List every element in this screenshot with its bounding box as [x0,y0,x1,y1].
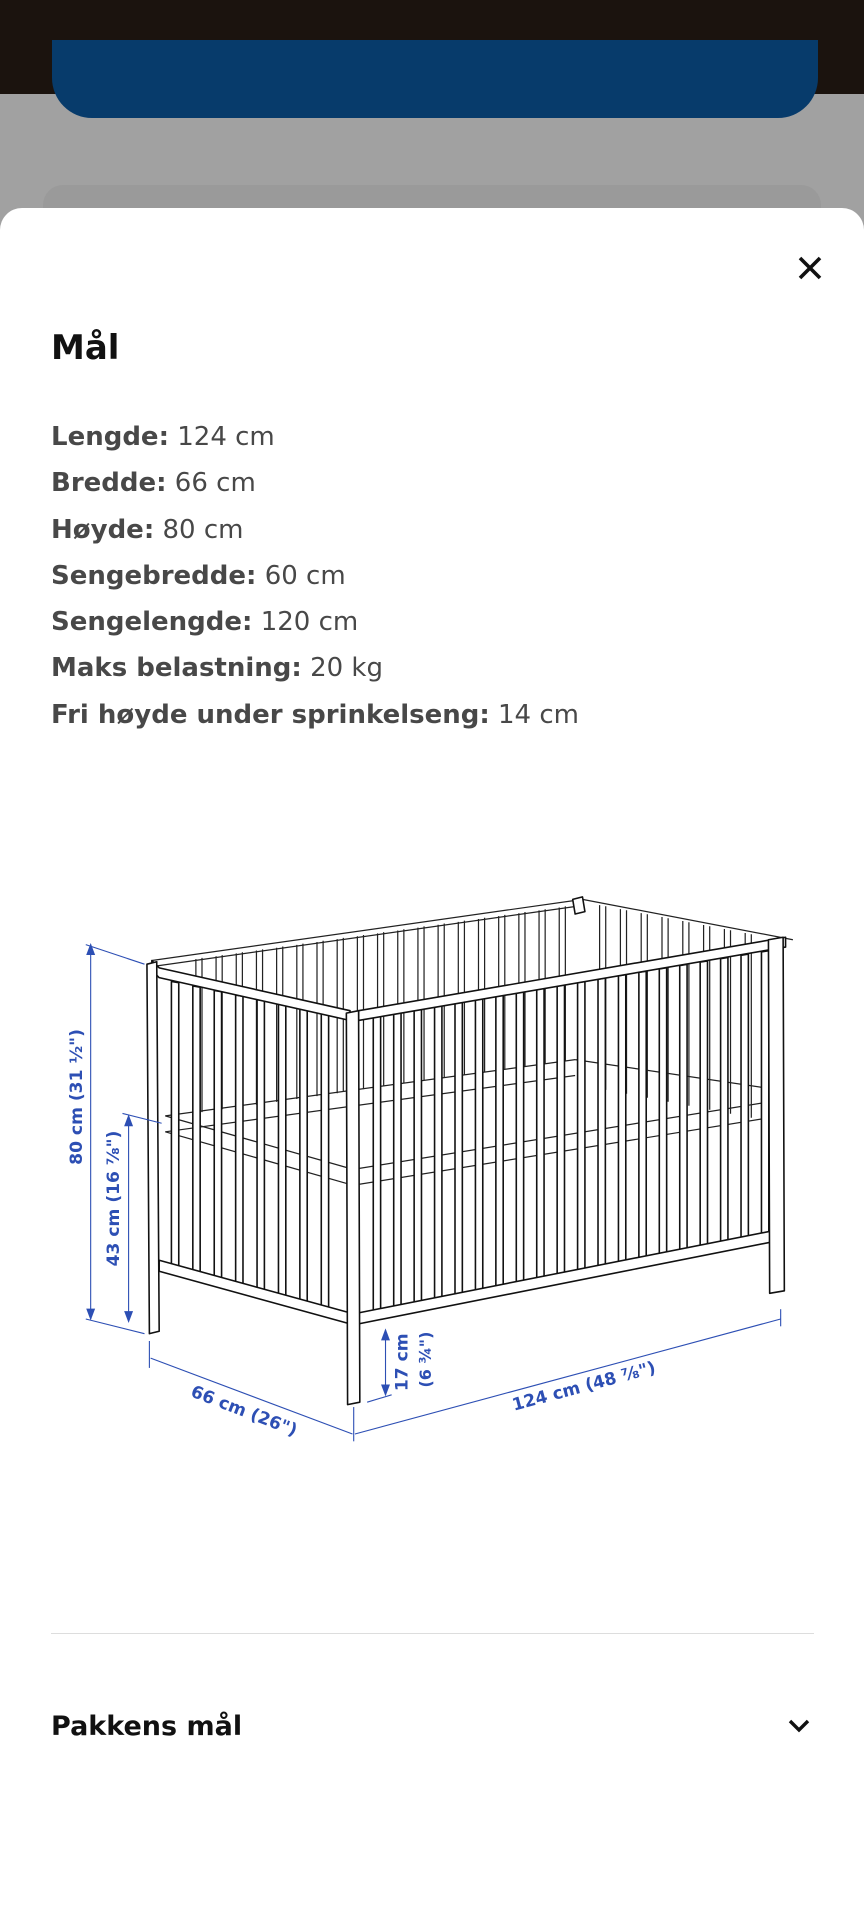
post-corner [346,1011,359,1405]
spec-item [51,645,579,691]
background-button [52,40,818,118]
long-side-slat [721,958,728,1244]
long-side-slat [435,1005,442,1300]
spec-value: 14 cm [498,699,579,730]
spec-label: Maks belastning: [51,653,302,684]
package-dimensions-accordion[interactable] [51,1698,814,1754]
spec-label: Fri høyde under sprinkelseng: [51,699,490,730]
short-side-slat [236,995,243,1286]
long-side-slat [394,1012,401,1308]
short-side-slat [214,991,221,1281]
crib-dimension-diagram [0,881,864,1456]
spec-item [51,692,579,738]
long-side-slat [761,951,768,1236]
dimensions-sheet [0,208,864,1920]
divider [51,1633,814,1634]
long-side-slat [516,992,523,1284]
short-side-slat [300,1009,307,1304]
long-side-slat [700,961,707,1248]
dim-label-total-height: 80 cm (31 ½") [67,1029,88,1165]
spec-value: 120 cm [260,607,359,638]
post-right [768,937,784,1293]
dim-arrow [87,945,94,955]
dim-ext [367,1395,391,1402]
spec-item [51,414,579,460]
short-side-slat [278,1004,285,1298]
spec-item [51,553,579,599]
long-side-slat [598,978,605,1268]
long-side-slat [373,1016,380,1313]
spec-label: Sengebredde: [51,560,257,591]
long-side-slat [496,995,503,1288]
dim-label-mattress-height: 43 cm (16 ⅞") [103,1130,124,1267]
dim-label-clearance-cm: 17 cm [392,1333,413,1392]
spec-item [51,599,579,645]
short-side-slat [257,1000,264,1293]
spec-value: 80 cm [162,514,244,545]
spec-label: Sengelengde: [51,607,253,638]
close-icon [788,246,832,290]
short-side-slat [321,1013,328,1310]
package-dimensions-label: Pakkens mål [51,1710,243,1742]
chevron-down-icon [784,1711,814,1741]
spec-list [51,414,579,738]
spec-item [51,460,579,506]
dim-arrow [125,1312,132,1322]
long-side-slat [680,964,687,1251]
post-back [573,897,585,914]
spec-value: 20 kg [310,653,383,684]
dim-label-length: 124 cm (48 ⅞") [510,1358,658,1416]
dim-label-clearance-in: (6 ¾") [415,1331,435,1388]
back-side-rail [582,899,792,939]
spec-value: 66 cm [174,468,256,499]
dim-arrow [87,1309,94,1319]
dim-arrow [382,1330,389,1340]
long-side-slat [618,975,625,1264]
spec-label: Høyde: [51,514,155,545]
dim-arrow [382,1385,389,1395]
page-title: Mål [51,328,120,368]
long-side-slat [455,1002,462,1296]
top-rail-short [152,961,350,1021]
close-button[interactable] [788,246,832,290]
dim-label-width: 66 cm (26") [187,1382,300,1441]
spec-label: Lengde: [51,422,169,452]
short-side-slat [171,981,178,1268]
back-top-rail [152,899,583,960]
long-side-slat [414,1009,421,1305]
short-side-slat [193,986,200,1274]
long-side-slat [639,971,646,1260]
spec-label: Bredde: [51,468,167,499]
long-side-slat [578,981,585,1271]
long-side-slat [659,968,666,1256]
mattress-edge [165,1060,575,1116]
long-side-slat [537,988,544,1280]
long-side-slat [475,998,482,1292]
post-left [147,962,159,1334]
spec-item [51,507,579,553]
mattress-edge [165,1076,575,1132]
dim-ext [86,1319,145,1334]
spec-value: 60 cm [264,560,346,591]
long-side-slat [741,954,748,1239]
spec-value: 124 cm [177,422,275,452]
dim-arrow [125,1116,132,1126]
long-side-slat [557,985,564,1276]
